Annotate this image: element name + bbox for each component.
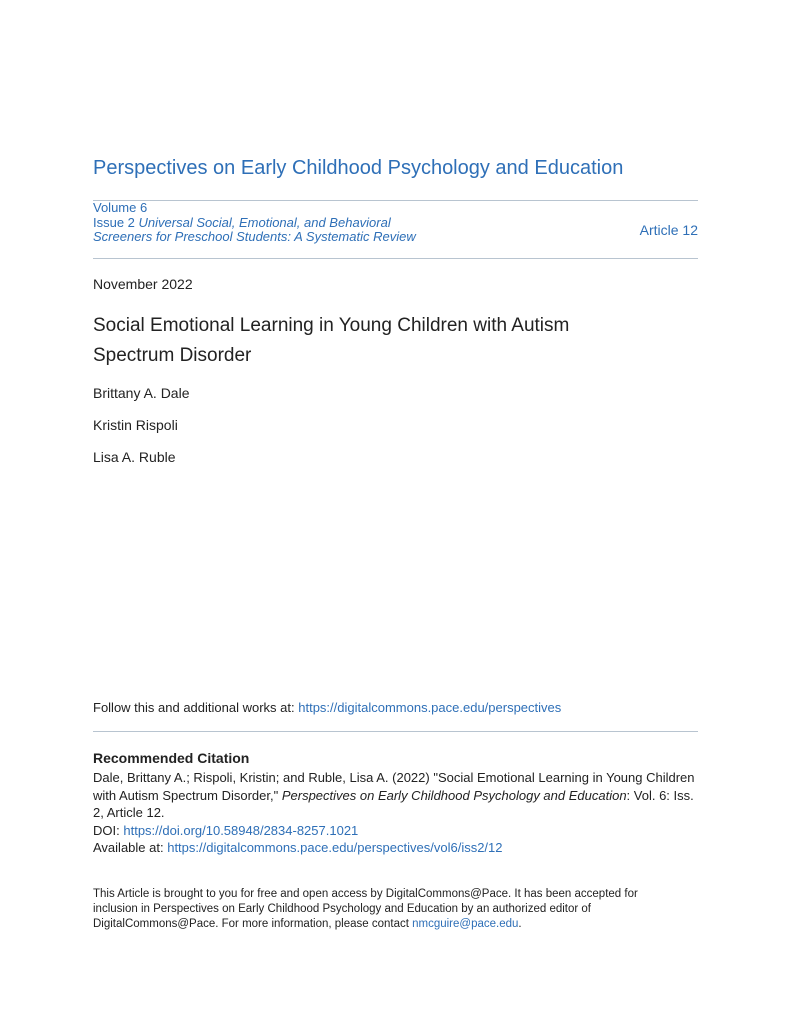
citation-rule	[93, 731, 698, 732]
author-2: Kristin Rispoli	[93, 417, 178, 433]
author-3: Lisa A. Ruble	[93, 449, 176, 465]
available-label: Available at:	[93, 840, 164, 855]
publication-date: November 2022	[93, 276, 193, 292]
volume-issue-block	[93, 201, 423, 245]
available-link[interactable]: https://digitalcommons.pace.edu/perspectives/vol6/iss2/12	[167, 840, 503, 855]
contact-email-link[interactable]: nmcguire@pace.edu	[412, 918, 519, 930]
available-line	[93, 839, 705, 857]
doi-label: DOI:	[93, 822, 120, 838]
issue-link[interactable]: Issue 2	[93, 214, 135, 230]
notice-text: This Article is brought to you for free and open access by DigitalCommons@Pace. It has been accepted for inclusion in Perspectives on Early Childhood Psychology and Education by an authorized editor of DigitalCommons@Pace. For more information, please contact	[93, 888, 638, 930]
notice-end: .	[518, 918, 522, 930]
doi-link[interactable]: https://doi.org/10.58948/2834-8257.1021	[123, 822, 359, 838]
citation-heading: Recommended Citation	[93, 750, 250, 766]
article-number-link[interactable]: Article 12	[639, 222, 698, 238]
article-title: Social Emotional Learning in Young Children with Autism Spectrum Disorder	[93, 315, 570, 366]
author-1: Brittany A. Dale	[93, 385, 190, 401]
volume-link[interactable]: Volume 6	[93, 200, 148, 215]
header-bottom-rule	[93, 258, 698, 259]
journal-title-link[interactable]: Perspectives on Early Childhood Psychology and Education	[93, 157, 624, 179]
citation-journal: Perspectives on Early Childhood Psychology and Education	[281, 787, 627, 803]
follow-url-link[interactable]: https://digitalcommons.pace.edu/perspectives	[298, 700, 562, 715]
citation-body	[93, 769, 705, 857]
citation-text-after: : Vol. 6: Iss. 2, Article 12.	[93, 787, 694, 820]
follow-prefix: Follow this and additional works at:	[93, 700, 295, 715]
citation-text-before: Dale, Brittany A.; Rispoli, Kristin; and Ruble, Lisa A. (2022) "Social Emotional Learning in Young Children with Autism Spectrum Disorder,"	[93, 770, 695, 803]
follow-line	[93, 700, 561, 715]
issue-line	[93, 215, 416, 245]
issue-title-link[interactable]: Universal Social, Emotional, and Behavioral Screeners for Preschool Students: A Systematic Review	[93, 214, 416, 244]
access-notice	[93, 887, 663, 932]
doi-line	[93, 822, 705, 840]
